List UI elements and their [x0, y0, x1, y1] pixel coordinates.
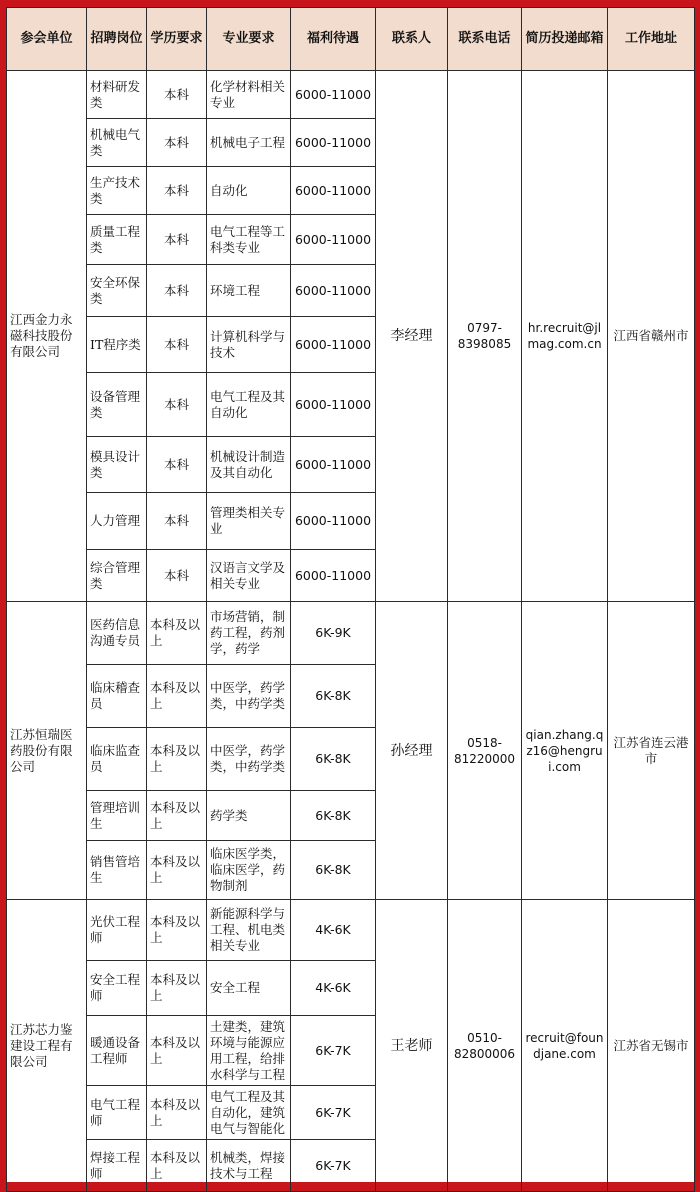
- job-education: 本科及以上: [147, 1086, 207, 1140]
- job-salary: 6K-8K: [291, 791, 376, 841]
- header-education: 学历要求: [147, 8, 207, 71]
- header-contact: 联系人: [376, 8, 448, 71]
- job-major: 电气工程及其自动化: [207, 373, 291, 437]
- job-education: 本科: [147, 71, 207, 119]
- header-company: 参会单位: [7, 8, 87, 71]
- table-row: [7, 900, 695, 961]
- job-education: 本科及以上: [147, 961, 207, 1016]
- job-salary: 6K-7K: [291, 1140, 376, 1192]
- contact-email: hr.recruit@jlmag.com.cn: [522, 71, 608, 602]
- job-major: 中医学，药学类，中药学类: [207, 728, 291, 791]
- job-major: 中医学，药学类，中药学类: [207, 665, 291, 728]
- job-position: 临床稽查员: [87, 665, 147, 728]
- contact-person: 李经理: [376, 71, 448, 602]
- job-position: 安全环保类: [87, 265, 147, 317]
- job-salary: 6K-8K: [291, 841, 376, 900]
- header-address: 工作地址: [608, 8, 695, 71]
- job-major: 自动化: [207, 167, 291, 215]
- job-position: 设备管理类: [87, 373, 147, 437]
- job-education: 本科及以上: [147, 665, 207, 728]
- job-education: 本科及以上: [147, 1016, 207, 1086]
- job-position: 管理培训生: [87, 791, 147, 841]
- job-major: 安全工程: [207, 961, 291, 1016]
- job-salary: 6000-11000: [291, 550, 376, 602]
- job-position: 电气工程师: [87, 1086, 147, 1140]
- recruitment-sheet: [6, 7, 694, 1182]
- job-major: 电气工程及其自动化，建筑电气与智能化: [207, 1086, 291, 1140]
- job-position: 综合管理类: [87, 550, 147, 602]
- contact-phone: 0797-8398085: [448, 71, 522, 602]
- header-major: 专业要求: [207, 8, 291, 71]
- job-salary: 6000-11000: [291, 119, 376, 167]
- job-education: 本科: [147, 493, 207, 550]
- job-education: 本科: [147, 265, 207, 317]
- job-position: 模具设计类: [87, 437, 147, 493]
- job-salary: 6K-8K: [291, 728, 376, 791]
- job-salary: 6000-11000: [291, 373, 376, 437]
- job-salary: 6K-7K: [291, 1086, 376, 1140]
- header-position: 招聘岗位: [87, 8, 147, 71]
- header-salary: 福利待遇: [291, 8, 376, 71]
- recruitment-table: [6, 7, 695, 1192]
- job-position: 生产技术类: [87, 167, 147, 215]
- job-education: 本科: [147, 119, 207, 167]
- job-position: 光伏工程师: [87, 900, 147, 961]
- job-position: 临床监查员: [87, 728, 147, 791]
- job-salary: 6000-11000: [291, 215, 376, 265]
- company-name: 江苏芯力鉴建设工程有限公司: [7, 900, 87, 1192]
- job-position: 机械电气类: [87, 119, 147, 167]
- job-education: 本科及以上: [147, 900, 207, 961]
- header-phone: 联系电话: [448, 8, 522, 71]
- job-education: 本科: [147, 215, 207, 265]
- job-position: 安全工程师: [87, 961, 147, 1016]
- job-major: 临床医学类，临床医学，药物制剂: [207, 841, 291, 900]
- job-major: 电气工程等工科类专业: [207, 215, 291, 265]
- job-education: 本科: [147, 550, 207, 602]
- job-education: 本科及以上: [147, 728, 207, 791]
- contact-phone: 0518-81220000: [448, 602, 522, 900]
- job-major: 环境工程: [207, 265, 291, 317]
- header-email: 简历投递邮箱: [522, 8, 608, 71]
- company-name: 江西金力永磁科技股份有限公司: [7, 71, 87, 602]
- job-position: 材料研发类: [87, 71, 147, 119]
- job-major: 市场营销，制药工程，药剂学，药学: [207, 602, 291, 665]
- contact-person: 孙经理: [376, 602, 448, 900]
- job-major: 新能源科学与工程、机电类相关专业: [207, 900, 291, 961]
- table-row: [7, 602, 695, 665]
- table-header-row: [7, 8, 695, 71]
- job-salary: 6K-7K: [291, 1016, 376, 1086]
- job-salary: 4K-6K: [291, 961, 376, 1016]
- job-major: 机械设计制造及其自动化: [207, 437, 291, 493]
- job-salary: 6K-9K: [291, 602, 376, 665]
- job-position: 医药信息沟通专员: [87, 602, 147, 665]
- job-education: 本科: [147, 167, 207, 215]
- contact-email: qian.zhang.qz16@hengrui.com: [522, 602, 608, 900]
- company-name: 江苏恒瑞医药股份有限公司: [7, 602, 87, 900]
- job-major: 化学材料相关专业: [207, 71, 291, 119]
- job-major: 管理类相关专业: [207, 493, 291, 550]
- job-position: 焊接工程师: [87, 1140, 147, 1192]
- job-major: 药学类: [207, 791, 291, 841]
- job-salary: 6000-11000: [291, 71, 376, 119]
- job-education: 本科: [147, 373, 207, 437]
- job-education: 本科及以上: [147, 841, 207, 900]
- table-row: [7, 71, 695, 119]
- job-major: 机械电子工程: [207, 119, 291, 167]
- job-education: 本科: [147, 437, 207, 493]
- job-education: 本科及以上: [147, 602, 207, 665]
- job-position: 质量工程类: [87, 215, 147, 265]
- job-major: 计算机科学与技术: [207, 317, 291, 373]
- job-position: 销售管培生: [87, 841, 147, 900]
- job-position: 暖通设备工程师: [87, 1016, 147, 1086]
- job-education: 本科: [147, 317, 207, 373]
- job-major: 机械类，焊接技术与工程: [207, 1140, 291, 1192]
- job-major: 土建类，建筑环境与能源应用工程，给排水科学与工程: [207, 1016, 291, 1086]
- job-salary: 6000-11000: [291, 437, 376, 493]
- work-address: 江西省赣州市: [608, 71, 695, 602]
- job-education: 本科及以上: [147, 1140, 207, 1192]
- job-position: 人力管理: [87, 493, 147, 550]
- job-salary: 6000-11000: [291, 265, 376, 317]
- job-salary: 4K-6K: [291, 900, 376, 961]
- work-address: 江苏省连云港市: [608, 602, 695, 900]
- contact-email: recruit@foundjane.com: [522, 900, 608, 1192]
- job-position: IT程序类: [87, 317, 147, 373]
- job-major: 汉语言文学及相关专业: [207, 550, 291, 602]
- contact-phone: 0510-82800006: [448, 900, 522, 1192]
- job-salary: 6000-11000: [291, 493, 376, 550]
- job-salary: 6K-8K: [291, 665, 376, 728]
- job-education: 本科及以上: [147, 791, 207, 841]
- job-salary: 6000-11000: [291, 167, 376, 215]
- job-salary: 6000-11000: [291, 317, 376, 373]
- work-address: 江苏省无锡市: [608, 900, 695, 1192]
- contact-person: 王老师: [376, 900, 448, 1192]
